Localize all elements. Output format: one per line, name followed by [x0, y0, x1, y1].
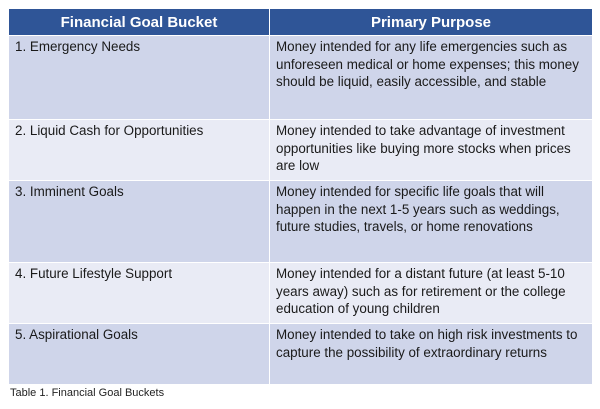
purpose-cell: Money intended for a distant future (at least 5-10 years away) such as for retirement or the college education of young children: [270, 263, 593, 324]
purpose-cell: Money intended to take on high risk investments to capture the possibility of extraordinary returns: [270, 324, 593, 385]
financial-goal-table: [8, 8, 593, 385]
purpose-cell: Money intended for specific life goals that will happen in the next 1-5 years such as weddings, future studies, travels, or home renovations: [270, 181, 593, 263]
bucket-cell: 1. Emergency Needs: [9, 36, 270, 120]
table-row: [9, 263, 593, 324]
header-primary-purpose: Primary Purpose: [270, 9, 593, 36]
purpose-cell: Money intended for any life emergencies such as unforeseen medical or home expenses; this money should be liquid, easily accessible, and stable: [270, 36, 593, 120]
table-header-row: [9, 9, 593, 36]
bucket-cell: 3. Imminent Goals: [9, 181, 270, 263]
table-caption: Table 1. Financial Goal Buckets: [10, 387, 165, 399]
table-row: [9, 120, 593, 181]
table-row: [9, 181, 593, 263]
bucket-cell: 5. Aspirational Goals: [9, 324, 270, 385]
header-financial-goal-bucket: Financial Goal Bucket: [9, 9, 270, 36]
table-row: [9, 324, 593, 385]
bucket-cell: 4. Future Lifestyle Support: [9, 263, 270, 324]
table-row: [9, 36, 593, 120]
bucket-cell: 2. Liquid Cash for Opportunities: [9, 120, 270, 181]
purpose-cell: Money intended to take advantage of investment opportunities like buying more stocks when prices are low: [270, 120, 593, 181]
